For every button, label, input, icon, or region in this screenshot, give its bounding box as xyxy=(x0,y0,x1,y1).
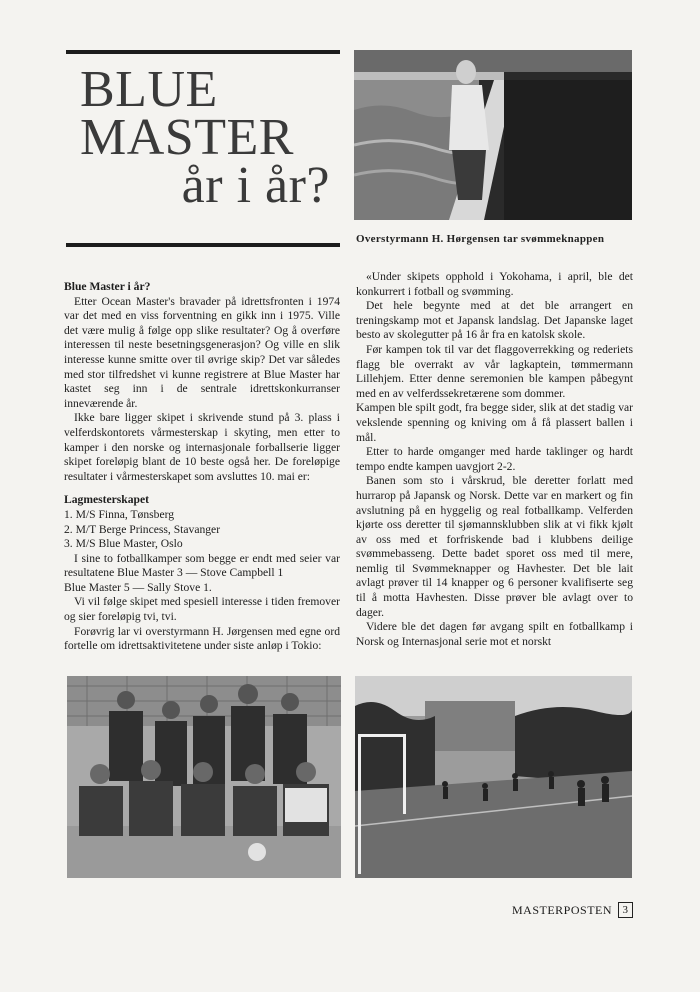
right-paragraph-6: Banen som sto i vårskrud, ble deretter forlatt med hurrarop på Japansk og Norsk. Dette var en markert og fin avslutning på en hyggelig og real fotballkamp. Velferden kjørte oss deretter til sjømannsklubben slik at vi fikk kjølt av oss med et forfriskende bad i klubbens deilige svømmebasseng. Dette badet sporet oss med til mere, nemlig til Svømmeknapper og Havhester. Det ble lait avlagt prøver til 14 knapper og 6 personer kvalifiserte seg til å motta Havhesten. Disse prøver ble avlagt over to dager. xyxy=(356,474,633,619)
left-paragraph-3: I sine to fotballkamper som begge er endt med seier var resultatene Blue Master 3 — Stove Campbell 1 xyxy=(64,551,340,580)
right-paragraph-7: Videre ble det dagen før avgang spilt en fotballkamp i Norsk og Internasjonal serie mot et norskt xyxy=(356,620,633,648)
title-line-3: år i år? xyxy=(181,157,330,214)
left-paragraph-3b: Blue Master 5 — Sally Stove 1. xyxy=(64,580,212,594)
standings-item-1: 1. M/S Finna, Tønsberg xyxy=(64,507,175,521)
match-photo xyxy=(355,676,632,878)
right-paragraph-2: Det hele begynte med at det ble arrangert en treningskamp mot et Japansk landslag. Det Japanske laget besto av skolegutter på 16 år fra en katolsk skole. xyxy=(356,299,633,342)
magazine-name: MASTERPOSTEN xyxy=(512,902,613,917)
right-paragraph-1: «Under skipets opphold i Yokohama, i april, ble det konkurrert i fotball og svømming. xyxy=(356,270,633,298)
left-paragraph-5: Forøvrig lar vi overstyrmann H. Jørgensen med egne ord fortelle om idrettsaktivitetene under siste anløp i Tokio: xyxy=(64,624,340,653)
left-paragraph-4: Vi vil følge skipet med spesiell interesse i tiden fremover og sier foreløpig tvi, tvi. xyxy=(64,595,340,624)
right-paragraph-4: Kampen ble spilt godt, fra begge sider, slik at det stadig var vekslende spenning og kniving om å få plassert ballen i mål. xyxy=(356,401,633,444)
pool-photo-caption: Overstyrmann H. Hørgensen tar svømmeknappen xyxy=(356,233,605,245)
right-paragraph-3: Før kampen tok til var det flaggoverrekking og rederiets flagg ble overrakt av vår lagkaptein, tømmermann Lillehjem. Etter denne seremonien ble kampen påbegynt med en av velferdssekretærene som dommer. xyxy=(356,342,633,400)
title-bottom-rule xyxy=(66,243,340,247)
right-paragraph-5: Etter to harde omganger med harde taklinger og hardt tempo endte kampen uavgjort 2-2. xyxy=(356,445,633,473)
left-paragraph-1: Etter Ocean Master's bravader på idrettsfronten i 1974 var det med en viss forventning en gikk inn i 1975. Ville det være mulig å følge opp slike resultater? Og å overføre interessen til neste besetningsgenerasjon? Og ville en slik interesse kunne smitte over til øvrige skip? Det var således med stor tilfredshet vi kunne registrere at Blue Master har kastet seg inn i de sentrale idrettskonkurranser inneværende år. xyxy=(64,294,340,410)
left-paragraph-2: Ikke bare ligger skipet i skrivende stund på 3. plass i velferdskontorets vårmesterskap i skyting, men etter to kamper i den norske og internasjonale forballserie ligger skipet foreløpig blant de 10 beste også her. De foreløpige resultater i vårmesterskapet som avsluttes 10. mai er: xyxy=(64,411,340,483)
right-column xyxy=(356,270,633,649)
standings-item-2: 2. M/T Berge Princess, Stavanger xyxy=(64,522,221,536)
page-footer xyxy=(512,902,633,918)
left-column xyxy=(64,280,340,654)
standings-item-3: 3. M/S Blue Master, Oslo xyxy=(64,537,183,551)
pool-photo xyxy=(354,50,632,220)
title-line-2: MASTER xyxy=(80,109,294,166)
title-top-rule xyxy=(66,50,340,54)
article-title xyxy=(80,61,336,214)
page-number: 3 xyxy=(618,902,633,918)
title-line-1: BLUE xyxy=(80,61,218,118)
team-photo xyxy=(67,676,341,878)
intro-heading: Blue Master i år? xyxy=(64,280,151,293)
standings-heading: Lagmesterskapet xyxy=(64,493,150,507)
